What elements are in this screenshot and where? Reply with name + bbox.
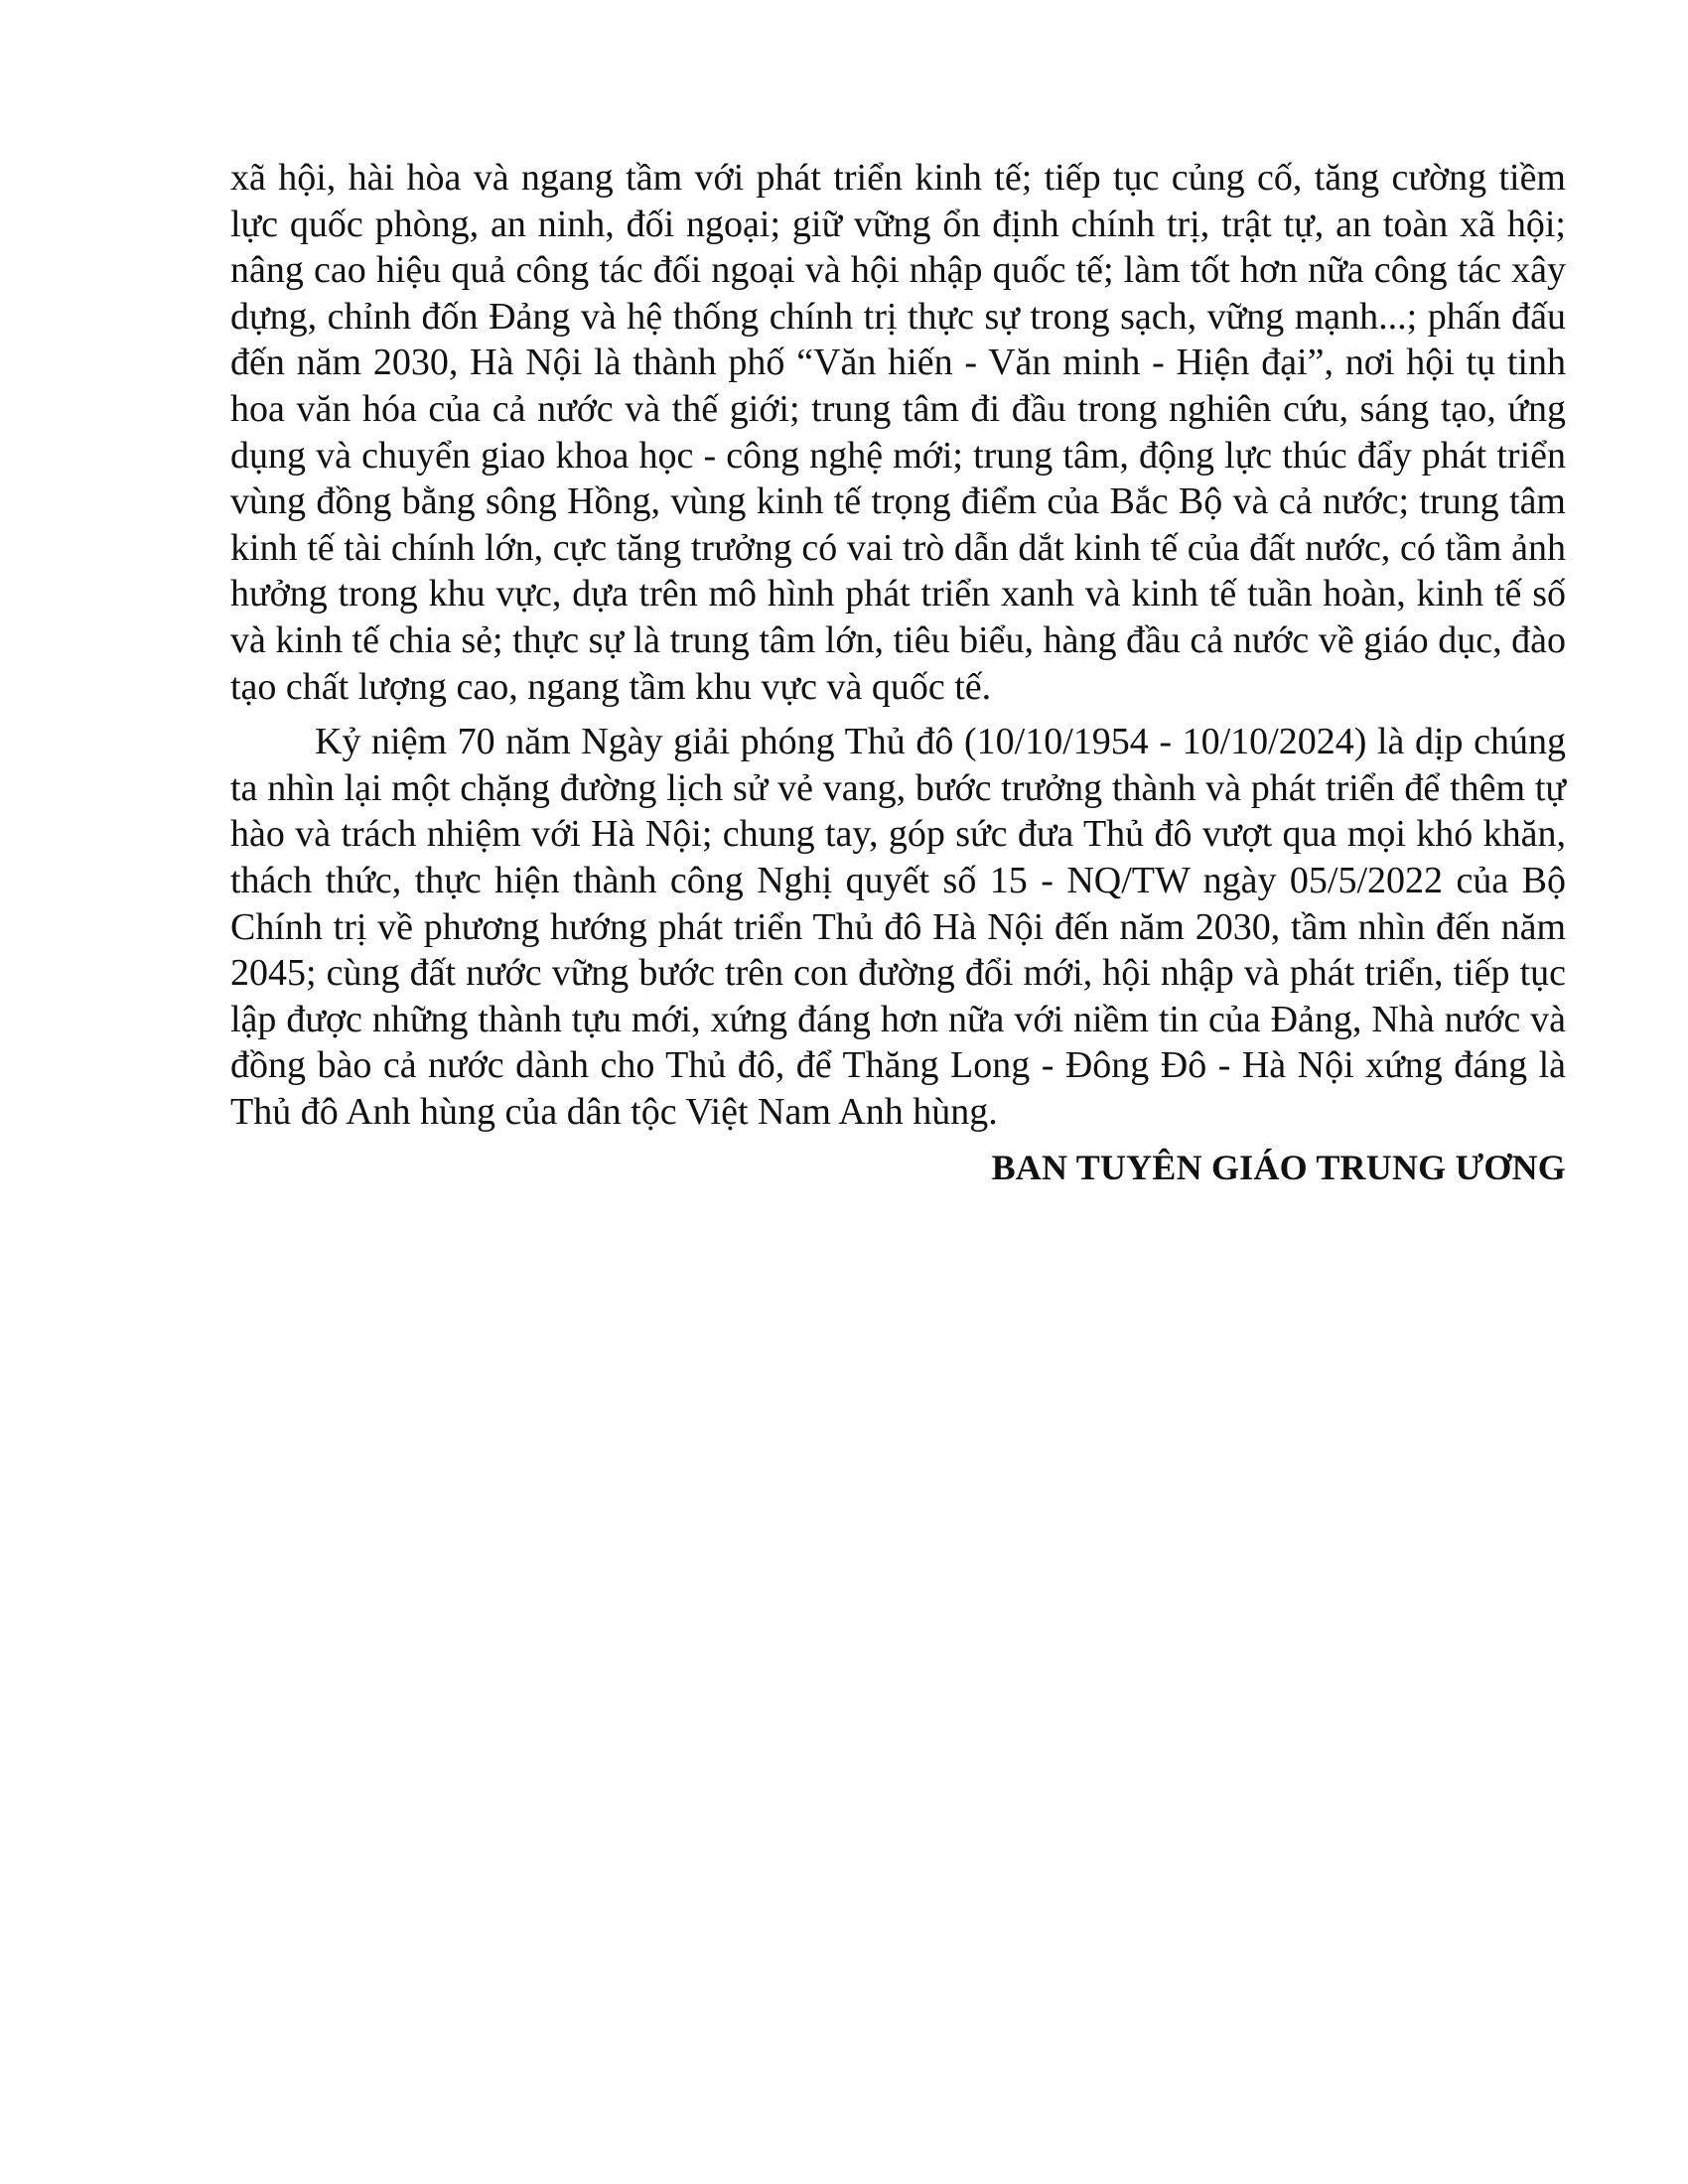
document-page — [230, 155, 1566, 1193]
paragraph-anniversary: Kỷ niệm 70 năm Ngày giải phóng Thủ đô (10/10/1954 - 10/10/2024) là dịp chúng ta nhìn lại một chặng đường lịch sử vẻ vang, bước trưởng thành và phát triển để thêm tự hào và trách nhiệm với Hà Nội; chung tay, góp sức đưa Thủ đô vượt qua mọi khó khăn, thách thức, thực hiện thành công Nghị quyết số 15 - NQ/TW ngày 05/5/2022 của Bộ Chính trị về phương hướng phát triển Thủ đô Hà Nội đến năm 2030, tầm nhìn đến năm 2045; cùng đất nước vững bước trên con đường đổi mới, hội nhập và phát triển, tiếp tục lập được những thành tựu mới, xứng đáng hơn nữa với niềm tin của Đảng, Nhà nước và đồng bào cả nước dành cho Thủ đô, để Thăng Long - Đông Đô - Hà Nội xứng đáng là Thủ đô Anh hùng của dân tộc Việt Nam Anh hùng. — [230, 721, 1566, 1133]
paragraph-continuation: xã hội, hài hòa và ngang tầm với phát triển kinh tế; tiếp tục củng cố, tăng cường tiềm lực quốc phòng, an ninh, đối ngoại; giữ vững ổn định chính trị, trật tự, an toàn xã hội; nâng cao hiệu quả công tác đối ngoại và hội nhập quốc tế; làm tốt hơn nữa công tác xây dựng, chỉnh đốn Đảng và hệ thống chính trị thực sự trong sạch, vững mạnh...; phấn đấu đến năm 2030, Hà Nội là thành phố “Văn hiến - Văn minh - Hiện đại”, nơi hội tụ tinh hoa văn hóa của cả nước và thế giới; trung tâm đi đầu trong nghiên cứu, sáng tạo, ứng dụng và chuyển giao khoa học - công nghệ mới; trung tâm, động lực thúc đẩy phát triển vùng đồng bằng sông Hồng, vùng kinh tế trọng điểm của Bắc Bộ và cả nước; trung tâm kinh tế tài chính lớn, cực tăng trưởng có vai trò dẫn dắt kinh tế của đất nước, có tầm ảnh hưởng trong khu vực, dựa trên mô hình phát triển xanh và kinh tế tuần hoàn, kinh tế số và kinh tế chia sẻ; thực sự là trung tâm lớn, tiêu biểu, hàng đầu cả nước về giáo dục, đào tạo chất lượng cao, ngang tầm khu vực và quốc tế. — [230, 157, 1566, 708]
signature: BAN TUYÊN GIÁO TRUNG ƯƠNG — [991, 1148, 1566, 1188]
